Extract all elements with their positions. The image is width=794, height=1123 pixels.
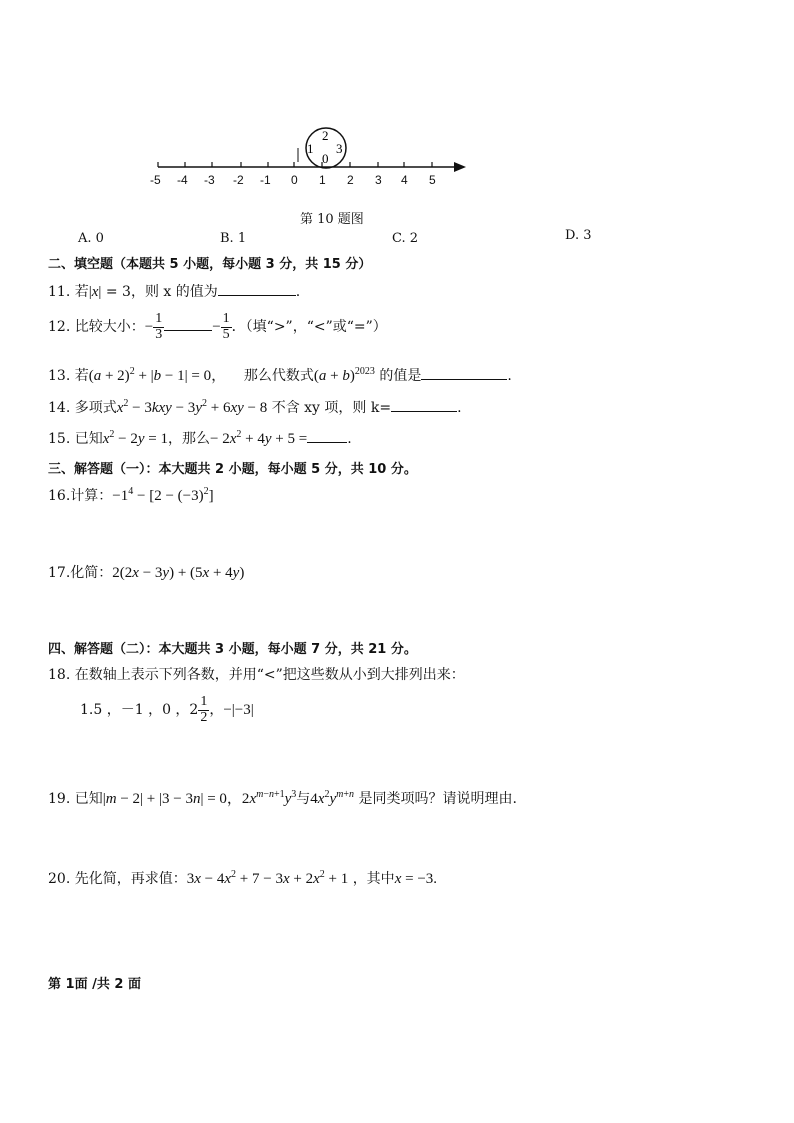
tick-label: -2 (233, 173, 244, 187)
question-20: 20. 先化简，再求值：$3x - 4x^2 + 7 - 3x + 2x^2 + 1$ ，其中x = −3. (48, 869, 438, 887)
question-17: 17.化简：2(2x − 3y) + (5x + 4y) (48, 565, 245, 581)
question-14: 14. 多项式$x^2 - 3kxy - 3y^2 + 6xy - 8$ 不含 xy 项，则 k= . (48, 398, 462, 416)
page-footer: 第 1面 /共 2 面 (48, 977, 141, 992)
section4-title: 四、解答题（二）：本大题共 3 小题，每小题 7 分，共 21 分。 (48, 642, 417, 657)
question-18-numbers: 1.5 ，－1 ，0 ，2 $\frac{1}{2}$ ，−|−3| (80, 694, 254, 725)
tick-label: 5 (429, 173, 436, 187)
tick-label: 0 (291, 173, 298, 187)
q10-option-b: B. 1 (220, 231, 247, 246)
tick-label: -1 (260, 173, 271, 187)
section3-title: 三、解答题（一）：本大题共 2 小题，每小题 5 分，共 10 分。 (48, 462, 417, 477)
question-15: 15. 已知$x^2 - 2y = 1$，那么− $2x^2 + 4y + 5$ = . (48, 429, 352, 447)
die-face-top: 2 (322, 128, 329, 143)
section2-title: 二、填空题（本题共 5 小题，每小题 3 分，共 15 分） (48, 257, 372, 272)
q10-option-c: C. 2 (392, 231, 419, 246)
tick-label: -5 (150, 173, 161, 187)
question-11: 11. 若|x| = 3，则 x 的值为 . (48, 281, 300, 301)
question-16: 16.计算：$-1^4 - [2 - (-3)^2]$ (48, 486, 214, 504)
die-face-bottom: 0 (322, 151, 329, 166)
tick-label: -4 (177, 173, 188, 187)
question-12: 12. 比较大小：− $\frac{1}{3}$ − $\frac{1}{5}$ ．（填“>”，“<”或“=”） (48, 311, 387, 342)
question-18: 18. 在数轴上表示下列各数，并用“<”把这些数从小到大排列出来： (48, 667, 465, 683)
tick-label: -3 (204, 173, 215, 187)
die-face-left: 1 (307, 141, 314, 156)
question-13: 13. 若$(a + 2)^2 + |b - 1| = 0$， 那么代数式$(a + b)^{2023}$ 的值是 . (48, 366, 512, 384)
figure-caption: 第 10 题图 (300, 212, 364, 227)
tick-label: 1 (319, 173, 326, 187)
q10-option-d: D. 3 (565, 228, 592, 243)
number-line-figure (140, 118, 480, 190)
q10-option-a: A. 0 (78, 231, 104, 246)
question-19: 19. 已知|m − 2| + |3 − 3n| = 0，$2x^{m-n+1}y^3$与$4x^2y^{m+n}$ 是同类项吗？请说明理由. (48, 789, 517, 807)
die-face-right: 3 (336, 141, 343, 156)
tick-label: 4 (401, 173, 408, 187)
tick-label: 3 (375, 173, 382, 187)
tick-label: 2 (347, 173, 354, 187)
